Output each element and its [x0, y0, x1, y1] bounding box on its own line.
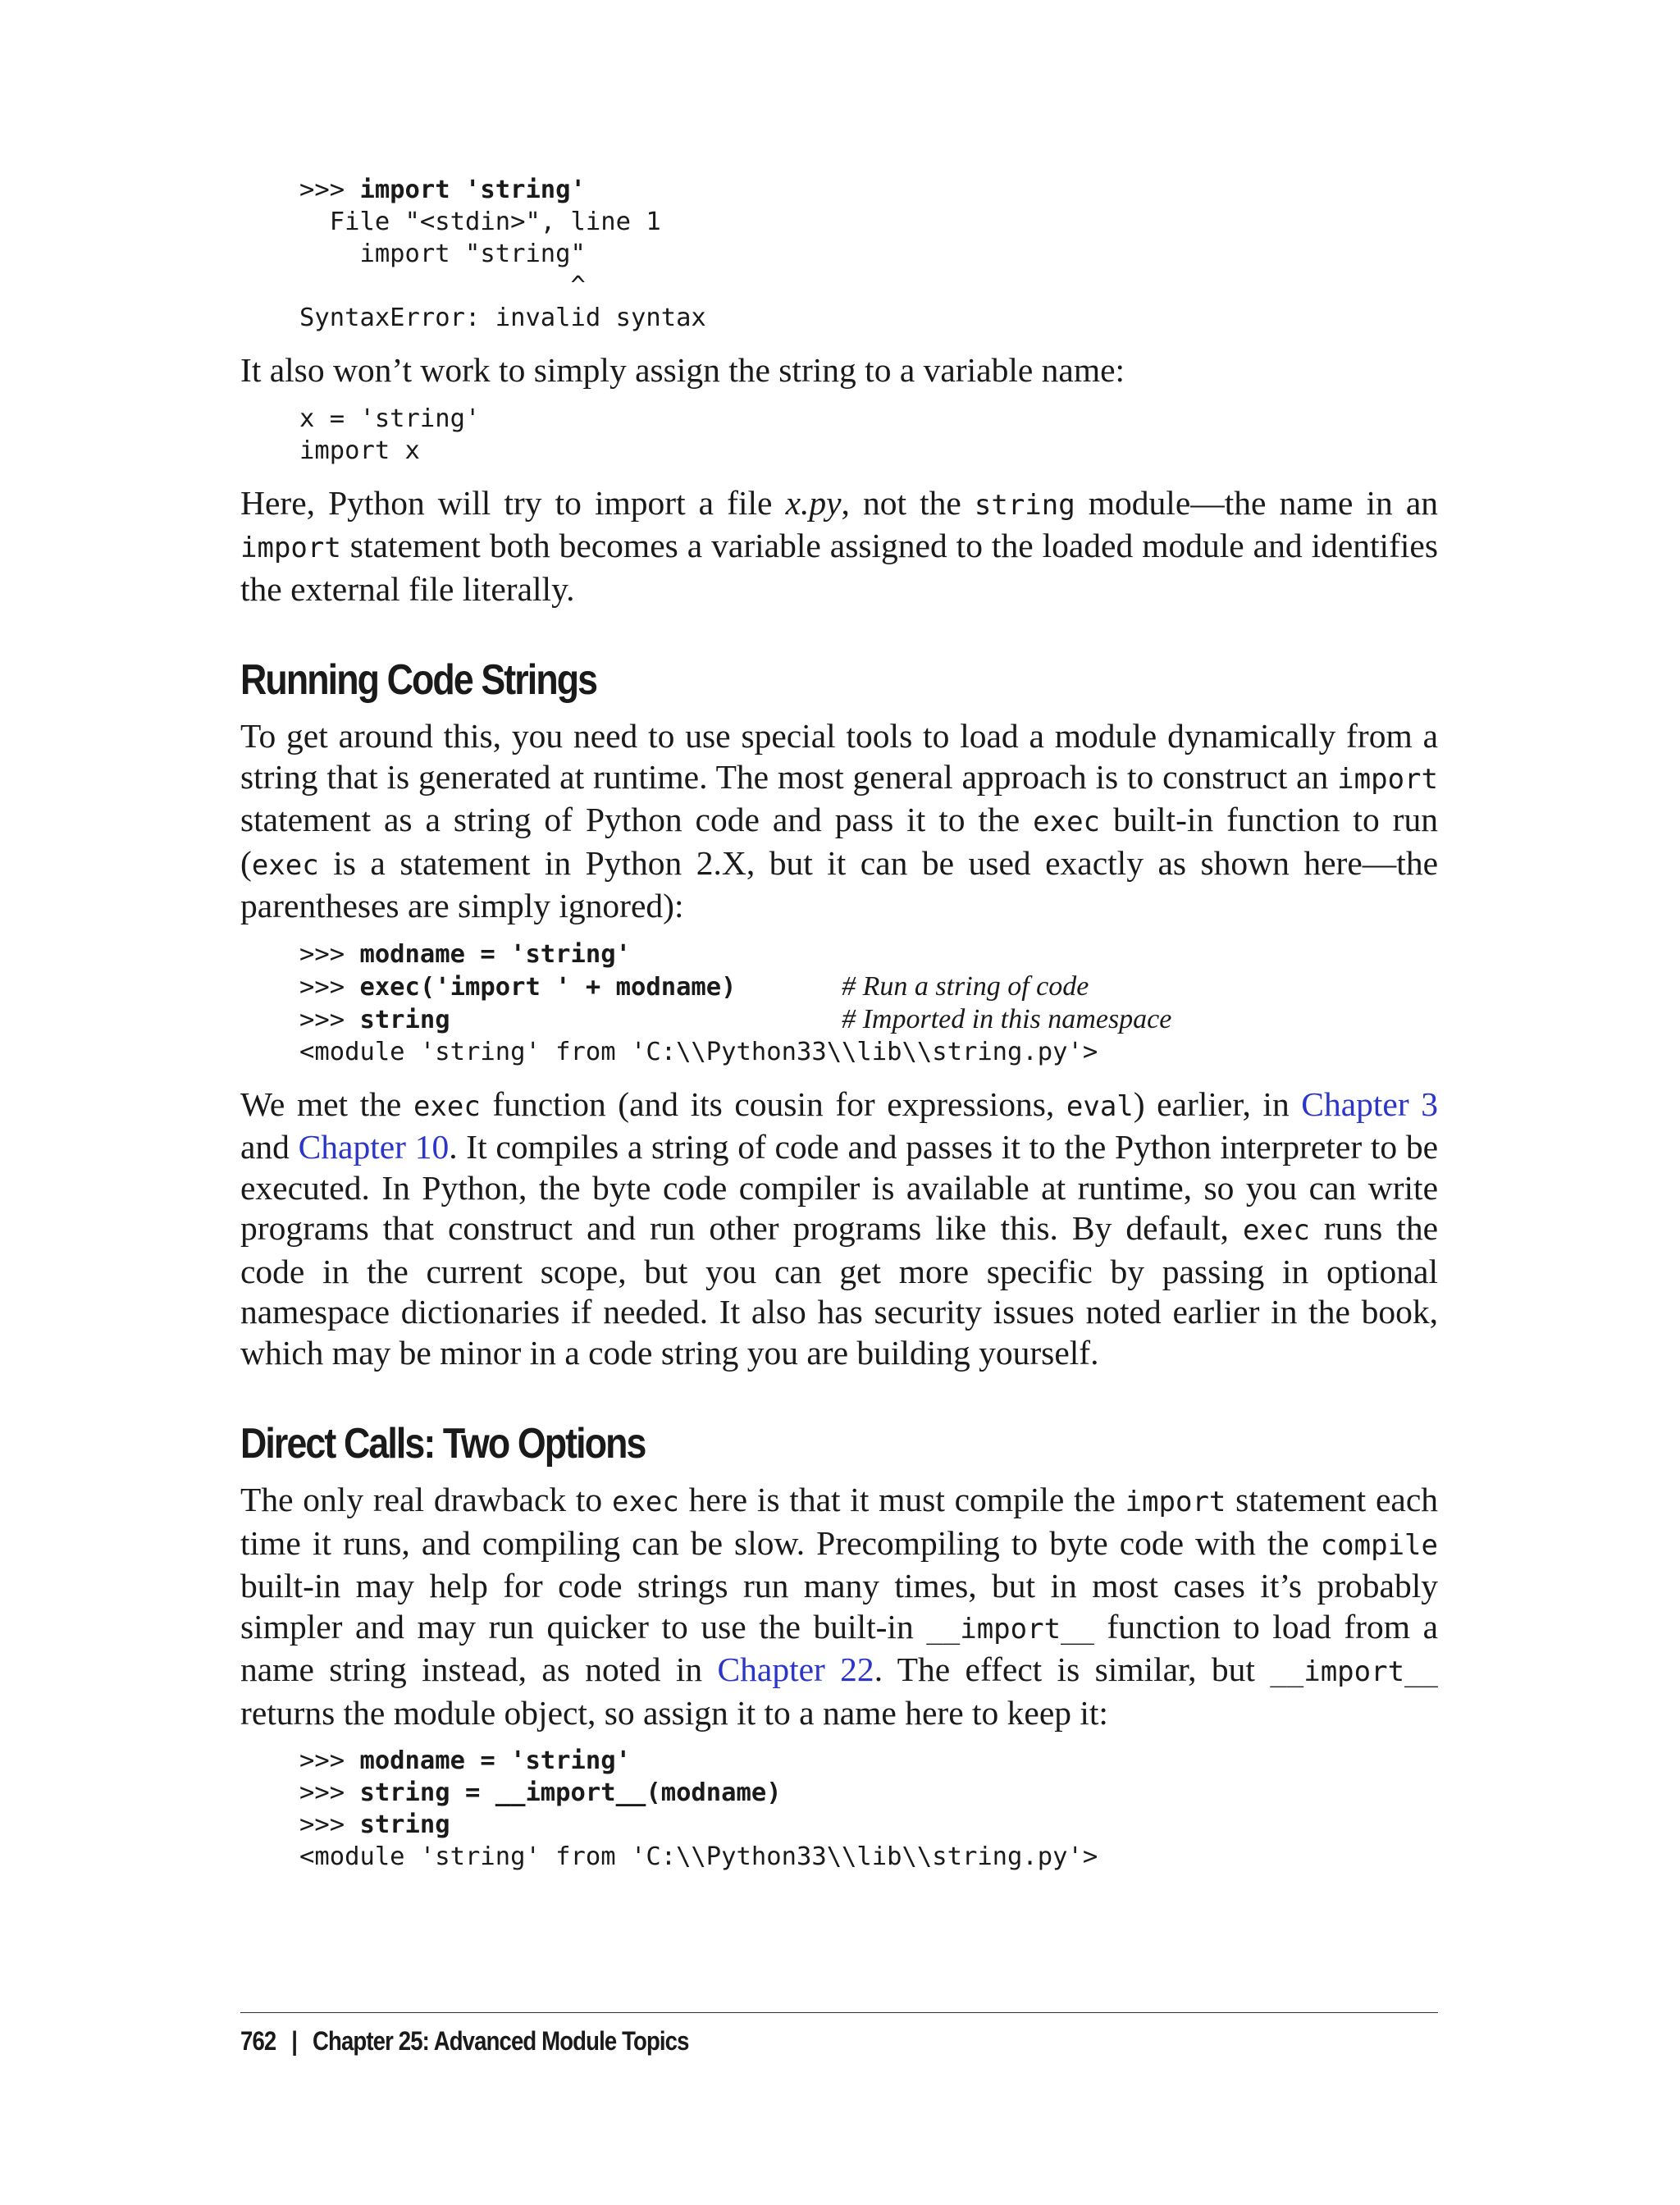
section-heading: Direct Calls: Two Options [240, 1420, 646, 1468]
inline-code: exec [1033, 806, 1101, 838]
text-run: statement as a string of Python code and pass it to the [240, 801, 1034, 838]
text-run: runs the code in the current scope, but you can get more specific by passing in optional namespace dictionaries if needed. It also has security issues noted earlier in the book, which may be minor in a code string you are building yourself. [240, 1209, 1438, 1372]
text-run: , not the [841, 483, 975, 522]
text-run: The only real drawback to [240, 1481, 612, 1518]
code-input: string [359, 1810, 450, 1839]
inline-code: exec [611, 1486, 679, 1518]
code-block-assign [240, 403, 1438, 467]
text-run: statement both becomes a variable assigned to the loaded module and identifies the external file literally. [240, 527, 1438, 608]
text-run: statement each time it runs, and compiling can be slow. Precompiling to byte code with the [240, 1481, 1438, 1562]
repl-prompt: >>> [299, 939, 360, 969]
text-run: here is that it must compile the [678, 1481, 1125, 1518]
inline-code: import [240, 532, 341, 564]
spacer [450, 1006, 842, 1034]
repl-prompt: >>> [299, 1778, 360, 1807]
code-line: <module 'string' from 'C:\\Python33\\lib\\string.py'> [299, 1037, 1098, 1066]
text-run: and [240, 1128, 299, 1166]
code-line [299, 940, 631, 969]
code-line: ^ [299, 272, 586, 300]
text-run: built-in function to run ( [240, 801, 1438, 882]
repl-prompt: >>> [299, 972, 360, 1002]
chapter-3-link[interactable]: Chapter 3 [1301, 1084, 1438, 1123]
inline-code: __import__ [926, 1612, 1094, 1646]
code-comment: # Run a string of code [842, 970, 1089, 1002]
text-run: returns the module object, so assign it to a name here to keep it: [240, 1693, 1108, 1732]
text-run: ) earlier, in [1133, 1084, 1302, 1123]
footer-separator: | [291, 2026, 298, 2056]
repl-prompt: >>> [299, 1005, 360, 1034]
code-line: <module 'string' from 'C:\\Python33\\lib\\string.py'> [299, 1842, 1098, 1871]
section-heading: Running Code Strings [240, 656, 597, 704]
page-number: 762 [240, 2026, 276, 2056]
inline-code: import [1337, 762, 1438, 796]
code-line: import x [299, 436, 420, 465]
text-run: Here, Python will try to import a file [240, 483, 786, 522]
text-run: module—the name in an [1075, 483, 1439, 522]
paragraph [240, 483, 1438, 610]
code-line: x = 'string' [299, 404, 481, 433]
text-run: To get around this, you need to use special tools to load a module dynamically from a string that is generated at runtime. The most general approach is to construct an [240, 717, 1438, 796]
code-line: import "string" [299, 240, 586, 268]
text-run: function to load from a name string instead, as noted in [240, 1607, 1438, 1688]
code-line [299, 970, 1089, 1002]
text-run: built-in may help for code strings run many times, but in most cases it’s probably simpler and may run quicker to use the built-in [240, 1567, 1438, 1646]
code-input: exec('import ' + modname) [359, 972, 737, 1002]
repl-prompt: >>> [299, 1810, 360, 1839]
code-line [299, 1778, 782, 1807]
inline-code: compile [1320, 1528, 1438, 1562]
repl-prompt: >>> [299, 1746, 360, 1775]
code-line [299, 1746, 631, 1775]
code-line: File "<stdin>", line 1 [299, 208, 661, 236]
chapter-title: Chapter 25: Advanced Module Topics [313, 2026, 689, 2056]
code-block-import [240, 1745, 1438, 1873]
chapter-22-link[interactable]: Chapter 22 [717, 1650, 874, 1688]
code-input: modname = 'string' [359, 1746, 631, 1775]
inline-code: exec [1242, 1214, 1310, 1247]
paragraph [240, 1480, 1438, 1733]
inline-code: import [1125, 1486, 1226, 1518]
text-run: We met the [240, 1084, 413, 1123]
inline-code: string [974, 488, 1075, 522]
chapter-10-link[interactable]: Chapter 10 [298, 1128, 450, 1166]
paragraph [240, 1084, 1438, 1374]
page-content [240, 174, 1438, 1873]
inline-code: eval [1066, 1089, 1134, 1123]
spacer [737, 973, 842, 1002]
code-block-exec [240, 938, 1438, 1068]
footer-divider [240, 2012, 1438, 2013]
paragraph [240, 350, 1438, 391]
code-block-syntax-error [240, 174, 1438, 334]
text-run: . The effect is similar, but [874, 1650, 1271, 1688]
text-run: function (and its cousin for expressions, [480, 1084, 1066, 1123]
paragraph [240, 716, 1438, 927]
code-input: string = __import__(modname) [359, 1778, 782, 1807]
code-line [299, 1003, 1172, 1034]
inline-code: exec [413, 1089, 481, 1123]
code-line [299, 176, 586, 204]
inline-code: exec [251, 848, 319, 882]
paragraph-text: It also won’t work to simply assign the string to a variable name: [240, 351, 1125, 389]
text-run: . It compiles a string of code and passes it to the Python interpreter to be executed. In Python, the byte code compiler is available at runtime, so you can write programs that construct and run other programs like this. By default, [240, 1128, 1439, 1247]
code-comment: # Imported in this namespace [842, 1003, 1172, 1034]
code-input: modname = 'string' [359, 939, 631, 969]
inline-code: __import__ [1270, 1655, 1438, 1688]
code-input: string [359, 1005, 450, 1034]
code-input: import 'string' [359, 176, 586, 204]
filename: x.py [785, 483, 842, 522]
page-footer [240, 2025, 689, 2057]
text-run: is a statement in Python 2.X, but it can be used exactly as shown here—the parentheses are simply ignored): [240, 843, 1438, 924]
code-line [299, 1810, 450, 1839]
repl-prompt: >>> [299, 176, 360, 204]
code-line: SyntaxError: invalid syntax [299, 304, 706, 332]
